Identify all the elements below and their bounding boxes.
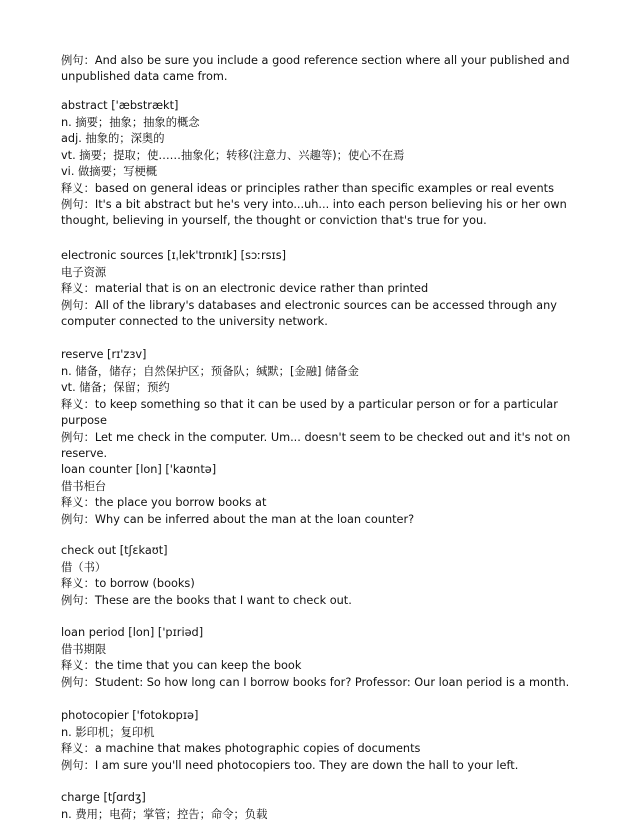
english-definition: 释义：material that is on an electronic device rather than printed [61,281,579,298]
english-definition: 释义：a machine that makes photographic copies of documents [61,741,579,758]
headword: check out [tʃɛkaʊt] [61,543,579,560]
entry-loan-period [61,625,579,691]
entry-electronic-sources [61,248,579,330]
headword: loan counter [lon] ['kaʊntə] [61,462,579,479]
entry-reserve [61,347,579,462]
chinese-meaning: 借书柜台 [61,479,579,496]
english-definition: 释义：based on general ideas or principles rather than specific examples or real events [61,181,579,198]
english-definition: 释义：to borrow (books) [61,576,579,593]
example-sentence: 例句：All of the library's databases and electronic sources can be accessed through any computer connected to the university network. [61,298,579,330]
chinese-meaning: 借（书） [61,560,579,577]
example-sentence: 例句：Why can be inferred about the man at the loan counter? [61,512,579,529]
entry-charge [61,790,579,823]
entry-check-out [61,543,579,609]
example-sentence: 例句：And also be sure you include a good reference section where all your published and unpublished data came from. [61,53,579,85]
headword: photocopier ['fotokɒpɪə] [61,708,579,725]
entry-photocopier [61,708,579,774]
entry-loan-counter [61,462,579,528]
example-sentence: 例句：It's a bit abstract but he's very into...uh... into each person believing his or her own thought, believing in yourself, the thought or conviction that's true for you. [61,197,579,229]
definition-noun: n. 摘要；抽象；抽象的概念 [61,115,579,132]
english-definition: 释义：to keep something so that it can be used by a particular person or for a particular purpose [61,397,579,430]
definition-adjective: adj. 抽象的；深奥的 [61,131,579,148]
example-sentence: 例句：Let me check in the computer. Um... doesn't seem to be checked out and it's not on reserve. [61,430,579,462]
chinese-meaning: 借书期限 [61,642,579,659]
example-sentence: 例句：I am sure you'll need photocopiers too. They are down the hall to your left. [61,758,579,775]
definition-noun: n. 费用；电荷；掌管；控告；命令；负载 [61,807,579,823]
headword: reserve [rɪ'zɜv] [61,347,579,364]
definition-noun: n. 影印机；复印机 [61,725,579,742]
entry-abstract [61,98,579,229]
example-sentence: 例句：Student: So how long can I borrow books for? Professor: Our loan period is a month. [61,675,579,692]
example-sentence: 例句：These are the books that I want to check out. [61,593,579,610]
entry-data-source-example [61,53,579,85]
definition-noun: n. 储备，储存；自然保护区；预备队；缄默；[金融] 储备金 [61,364,579,381]
definition-transitive-verb: vt. 摘要；提取；使……抽象化；转移(注意力、兴趣等)；使心不在焉 [61,148,579,165]
headword: abstract ['æbstrækt] [61,98,579,115]
english-definition: 释义：the place you borrow books at [61,495,579,512]
english-definition: 释义：the time that you can keep the book [61,658,579,675]
definition-transitive-verb: vt. 储备；保留；预约 [61,380,579,397]
headword: electronic sources [ɪˌlek'trɒnɪk] [sɔːrsɪs] [61,248,579,265]
headword: loan period [lon] ['pɪriəd] [61,625,579,642]
chinese-meaning: 电子资源 [61,265,579,282]
headword: charge [tʃɑrdʒ] [61,790,579,807]
definition-intransitive-verb: vi. 做摘要；写梗概 [61,164,579,181]
